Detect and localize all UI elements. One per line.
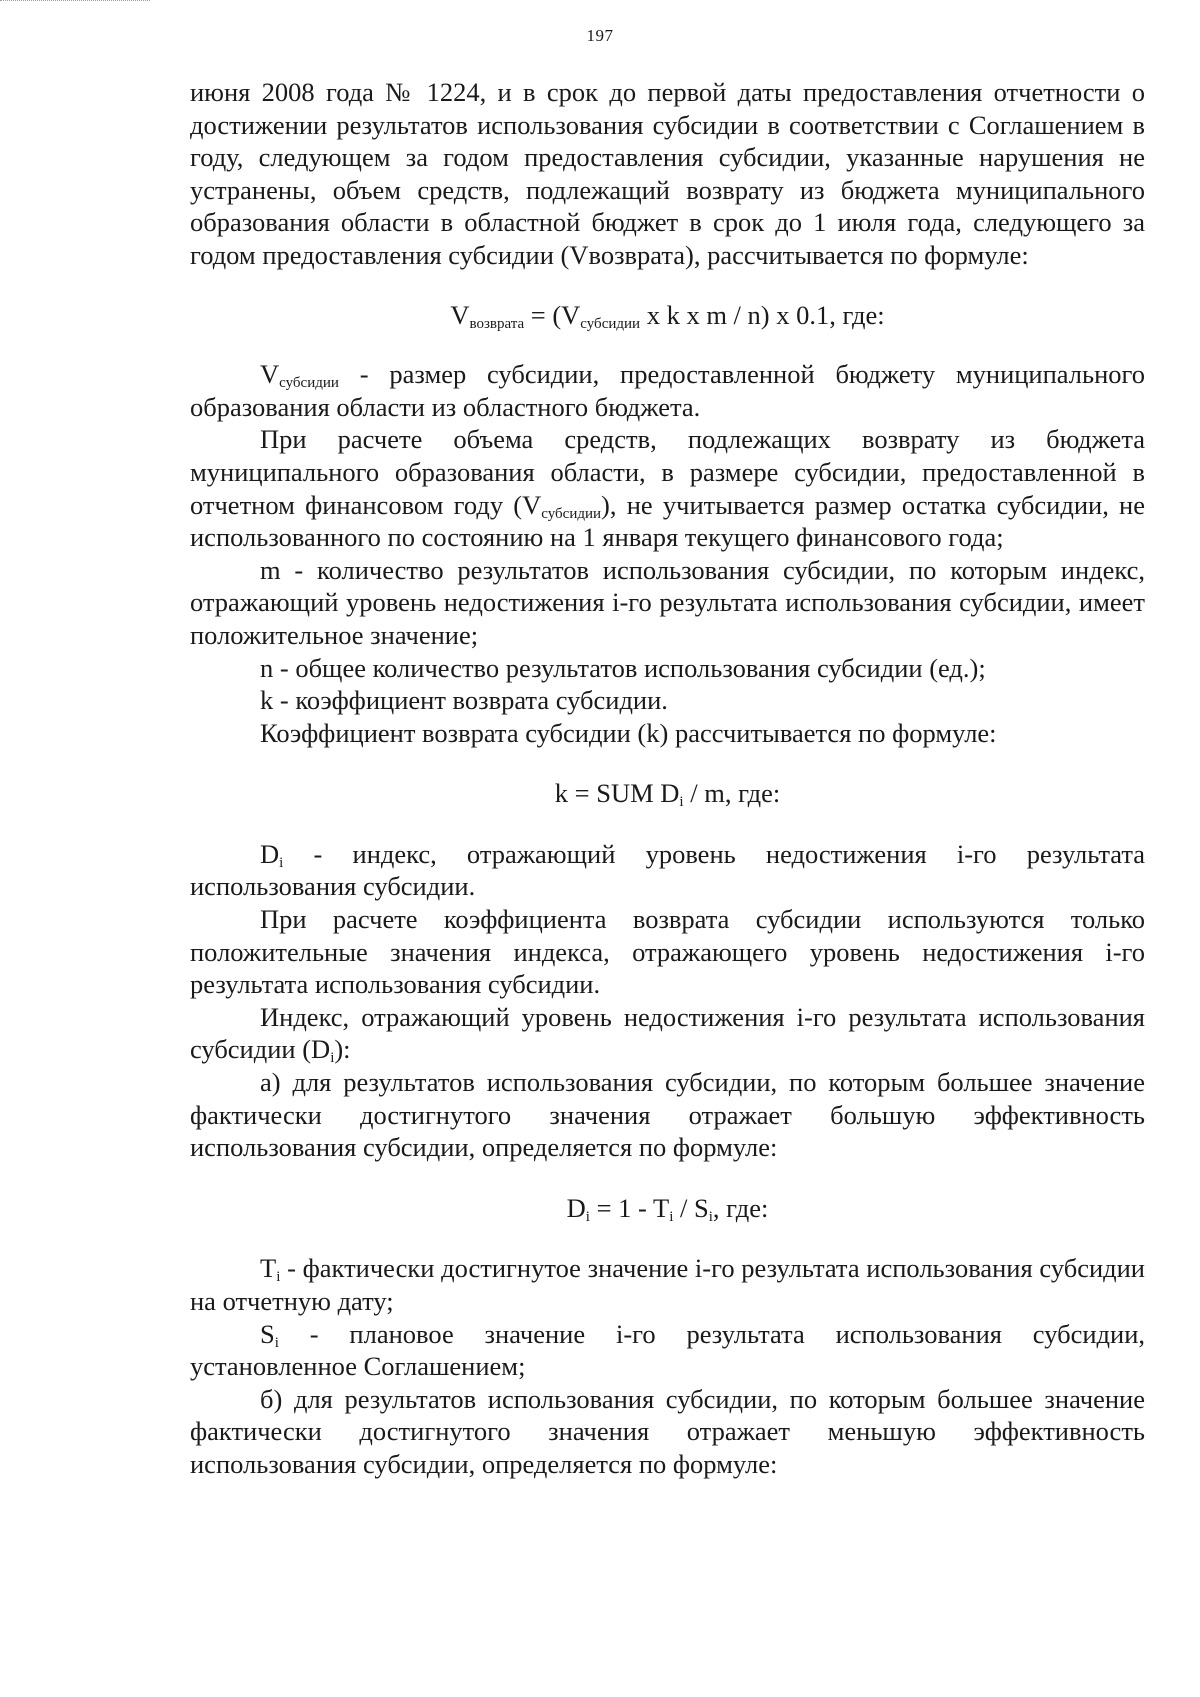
paragraph-intro: июня 2008 года № 1224, и в срок до первой даты предоставления отчетности о достижении результатов использования субсидии в соответствии с Соглашением в году, следующем за годом предоставления субсидии, указанные нарушения не устранены, объем средств, подлежащий возврату из бюджета муниципального образования области в областной бюджет в срок до 1 июля года, следующего за годом предоставления субсидии (Vвозврата), рассчитывается по формуле:	[190, 77, 1145, 270]
formula-k: k = SUM $D_i$ / m, где:	[554, 778, 781, 811]
paragraph-k-formula-intro: Коэффициент возврата субсидии (k) рассчитывается по формуле:	[260, 717, 997, 748]
paragraph-k-definition: k - коэффициент возврата субсидии.	[260, 685, 668, 716]
paragraph-index-intro: Индекс, отражающий уровень недостижения i-го результата использования субсидии $(D_i)$:	[190, 1001, 1145, 1067]
formula-v-vozvrata: $V_{возврата} = (V_{субсидии}$ x k x m / n) x 0.1, где:	[450, 299, 885, 332]
paragraph-positive-values-note: При расчете коэффициента возврата субсидии используются только положительные значения индекса, отражающего уровень недостижения i-го результата использования субсидии.	[190, 904, 1145, 1000]
page-number: 197	[586, 26, 614, 45]
paragraph-ti-definition: $T_i$ - фактически достигнутое значение i-го результата использования субсидии на отчетную дату;	[190, 1253, 1145, 1316]
document-body	[190, 76, 1145, 1481]
scan-artifact	[0, 0, 150, 4]
paragraph-m-definition: m - количество результатов использования субсидии, по которым индекс, отражающий уровень недостижения i-го результата использования субсидии, имеет положительное значение;	[190, 554, 1145, 650]
paragraph-v-subsidii-definition: $V_{субсидии}$ - размер субсидии, предоставленной бюджету муниципального образования области из областного бюджета.	[190, 359, 1145, 422]
formula-di: $D_i = 1 - T_i / S_i$, где:	[566, 1192, 769, 1225]
paragraph-si-definition: $S_i$ - плановое значение i-го результата использования субсидии, установленное Соглашением;	[190, 1318, 1145, 1382]
paragraph-case-b: б) для результатов использования субсидии, по которым большее значение фактически достигнутого значения отражает меньшую эффективность использования субсидии, определяется по формуле:	[190, 1383, 1145, 1479]
paragraph-n-definition: n - общее количество результатов использования субсидии (ед.);	[260, 652, 986, 683]
paragraph-di-definition: $D_i$ - индекс, отражающий уровень недостижения i-го результата использования субсидии.	[190, 838, 1145, 902]
paragraph-case-a: а) для результатов использования субсидии, по которым большее значение фактически достигнутого значения отражает большую эффективность использования субсидии, определяется по формуле:	[190, 1067, 1145, 1163]
paragraph-calculation-note: При расчете объема средств, подлежащих возврату из бюджета муниципального образования области, в размере субсидии, предоставленной в отчетном финансовом году $(V_{субсидии})$, не учитывается размер остатка субсидии, не использованного по состоянию на 1 января текущего финансового года;	[190, 424, 1145, 553]
